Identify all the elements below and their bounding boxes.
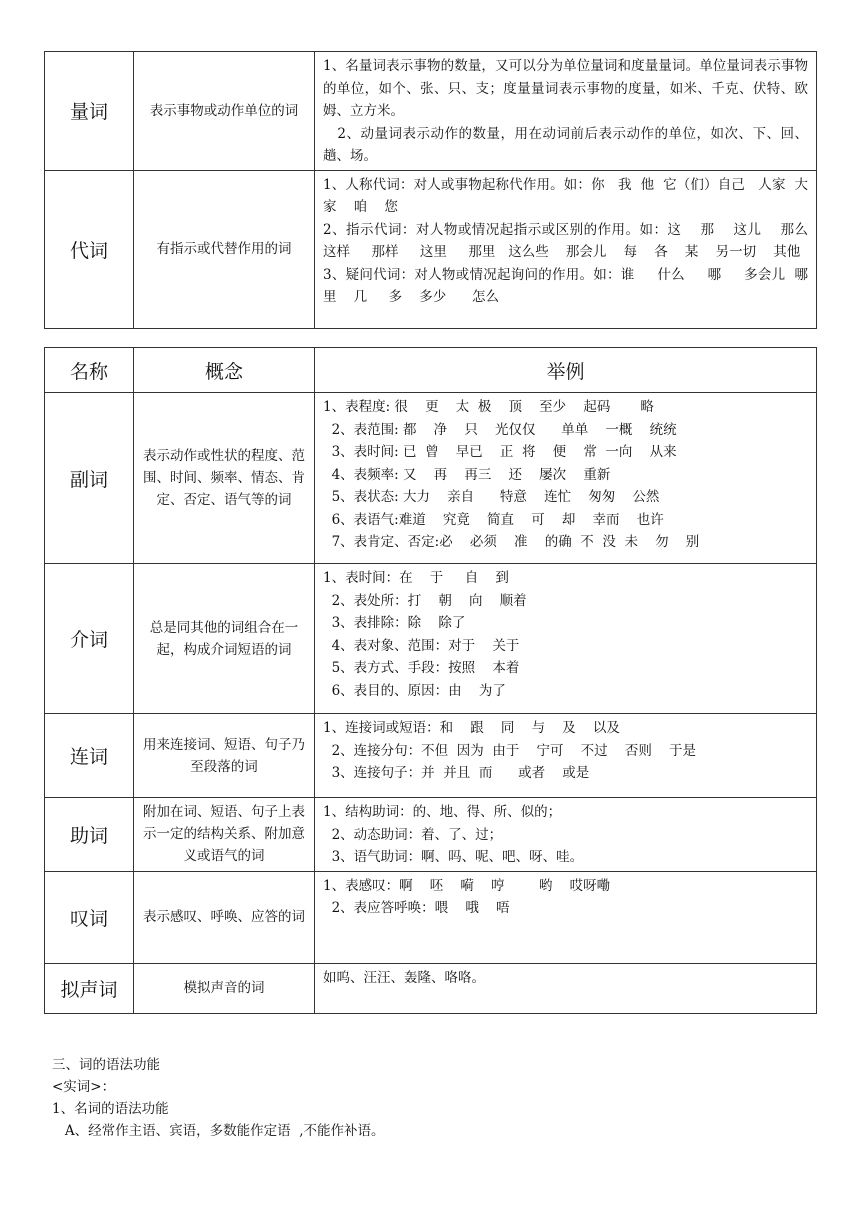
header-concept: 概念 bbox=[134, 348, 315, 393]
example-line: 2、表应答呼唤：喂 哦 唔 bbox=[323, 900, 510, 916]
table-row bbox=[45, 963, 817, 1013]
word-class-examples bbox=[315, 714, 817, 798]
example-line: 如呜、汪汪、轰隆、咯咯。 bbox=[323, 969, 485, 986]
example-line: 1、名量词表示事物的数量，又可以分为单位量词和度量量词。单位量词表示事物的单位，如个、张、只、支；度量量词表示事物的度量，如米、千克、伏特、欧姆、立方米。 bbox=[323, 58, 808, 119]
table-row bbox=[45, 393, 817, 564]
word-class-concept: 模拟声音的词 bbox=[134, 963, 315, 1013]
word-class-concept: 表示事物或动作单位的词 bbox=[134, 52, 315, 171]
word-class-table-1 bbox=[44, 51, 830, 329]
word-class-name: 副词 bbox=[45, 393, 134, 564]
example-line: 3、表时间: 已 曾 早已 正 将 便 常 一向 从来 bbox=[323, 444, 677, 460]
word-class-name: 叹词 bbox=[45, 871, 134, 963]
table-header-row bbox=[45, 348, 817, 393]
subsection-label: <实词>： bbox=[52, 1079, 116, 1095]
example-line: 5、表方式、手段：按照 本着 bbox=[323, 660, 520, 676]
example-line: 4、表频率: 又 再 再三 还 屡次 重新 bbox=[323, 466, 611, 483]
example-line: 1、表程度: 很 更 太 极 顶 至少 起码 略 bbox=[323, 399, 654, 415]
example-line: 1、表感叹：啊 呸 嗬 哼 哟 哎呀嘞 bbox=[323, 877, 611, 894]
example-line: 4、表对象、范围：对于 关于 bbox=[323, 637, 520, 654]
word-class-concept: 表示感叹、呼唤、应答的词 bbox=[134, 871, 315, 963]
example-line: 6、表语气:难道 究竟 简直 可 却 幸而 也许 bbox=[323, 511, 664, 528]
header-name: 名称 bbox=[45, 348, 134, 393]
example-line: 5、表状态: 大力 亲自 特意 连忙 匆匆 公然 bbox=[323, 489, 660, 505]
example-line: 2、表范围: 都 净 只 光仅仅 单单 一概 统统 bbox=[323, 421, 677, 438]
example-line: 3、连接句子：并 并且 而 或者 或是 bbox=[323, 765, 590, 781]
word-class-concept: 总是同其他的词组合在一起，构成介词短语的词 bbox=[134, 564, 315, 714]
word-class-examples bbox=[315, 871, 817, 963]
word-class-examples bbox=[315, 963, 817, 1013]
example-line: 2、表处所：打 朝 向 顺着 bbox=[323, 592, 527, 609]
word-class-name: 介词 bbox=[45, 564, 134, 714]
table-row bbox=[45, 170, 817, 328]
subsection-heading: 1、名词的语法功能 bbox=[52, 1101, 169, 1117]
example-line: 1、结构助词：的、地、得、所、似的； bbox=[323, 804, 562, 820]
word-class-name: 代词 bbox=[45, 170, 134, 328]
word-class-table-2 bbox=[44, 347, 817, 1014]
section-heading: 三、词的语法功能 bbox=[52, 1057, 160, 1073]
example-line: 2、连接分句：不但 因为 由于 宁可 不过 否则 于是 bbox=[323, 742, 696, 759]
example-line: 2、指示代词：对人物或情况起指示或区别的作用。如：这 那 这儿 那么 这样 那样 这里 那里 这么些 那会儿 每 各 某 另一切 其他 bbox=[323, 221, 830, 260]
example-line: 1、人称代词：对人或事物起称代作用。如：你 我 他 它（们）自己 人家 大家 咱 您 bbox=[323, 176, 808, 215]
word-class-name: 助词 bbox=[45, 798, 134, 872]
note-line: A、经常作主语、宾语，多数能作定语 ,不能作补语。 bbox=[52, 1123, 385, 1139]
table-row bbox=[45, 564, 817, 714]
word-class-examples bbox=[315, 393, 817, 564]
word-class-examples bbox=[315, 798, 817, 872]
word-class-concept: 用来连接词、短语、句子乃至段落的词 bbox=[134, 714, 315, 798]
example-line: 3、表排除：除 除了 bbox=[323, 615, 466, 631]
example-line: 2、动量词表示动作的数量，用在动词前后表示动作的单位，如次、下、回、趟、场。 bbox=[323, 125, 809, 164]
word-class-concept: 附加在词、短语、句子上表示一定的结构关系、附加意义或语气的词 bbox=[134, 798, 315, 872]
word-class-examples bbox=[315, 564, 817, 714]
table-row bbox=[45, 714, 817, 798]
table-row bbox=[45, 871, 817, 963]
grammar-function-notes bbox=[52, 1054, 832, 1142]
word-class-examples bbox=[315, 52, 817, 171]
table-row bbox=[45, 798, 817, 872]
example-line: 3、疑问代词：对人物或情况起询问的作用。如：谁 什么 哪 多会儿 哪里 几 多 多少 怎么 bbox=[323, 266, 808, 305]
example-line: 6、表目的、原因：由 为了 bbox=[323, 682, 506, 699]
word-class-examples bbox=[315, 170, 830, 328]
word-class-concept: 表示动作或性状的程度、范围、时间、频率、情态、肯定、否定、语气等的词 bbox=[134, 393, 315, 564]
example-line: 3、语气助词：啊、吗、呢、吧、呀、哇。 bbox=[323, 849, 584, 865]
example-line: 1、连接词或短语：和 跟 同 与 及 以及 bbox=[323, 720, 620, 736]
example-line: 7、表肯定、否定:必 必须 准 的确 不 没 未 勿 别 bbox=[323, 534, 700, 550]
word-class-name: 拟声词 bbox=[45, 963, 134, 1013]
example-line: 2、动态助词：着、了、过； bbox=[323, 826, 503, 843]
word-class-name: 连词 bbox=[45, 714, 134, 798]
word-class-name: 量词 bbox=[45, 52, 134, 171]
example-line: 1、表时间：在 于 自 到 bbox=[323, 570, 509, 586]
table-row bbox=[45, 52, 817, 171]
header-examples: 举例 bbox=[315, 348, 817, 393]
word-class-concept: 有指示或代替作用的词 bbox=[134, 170, 315, 328]
